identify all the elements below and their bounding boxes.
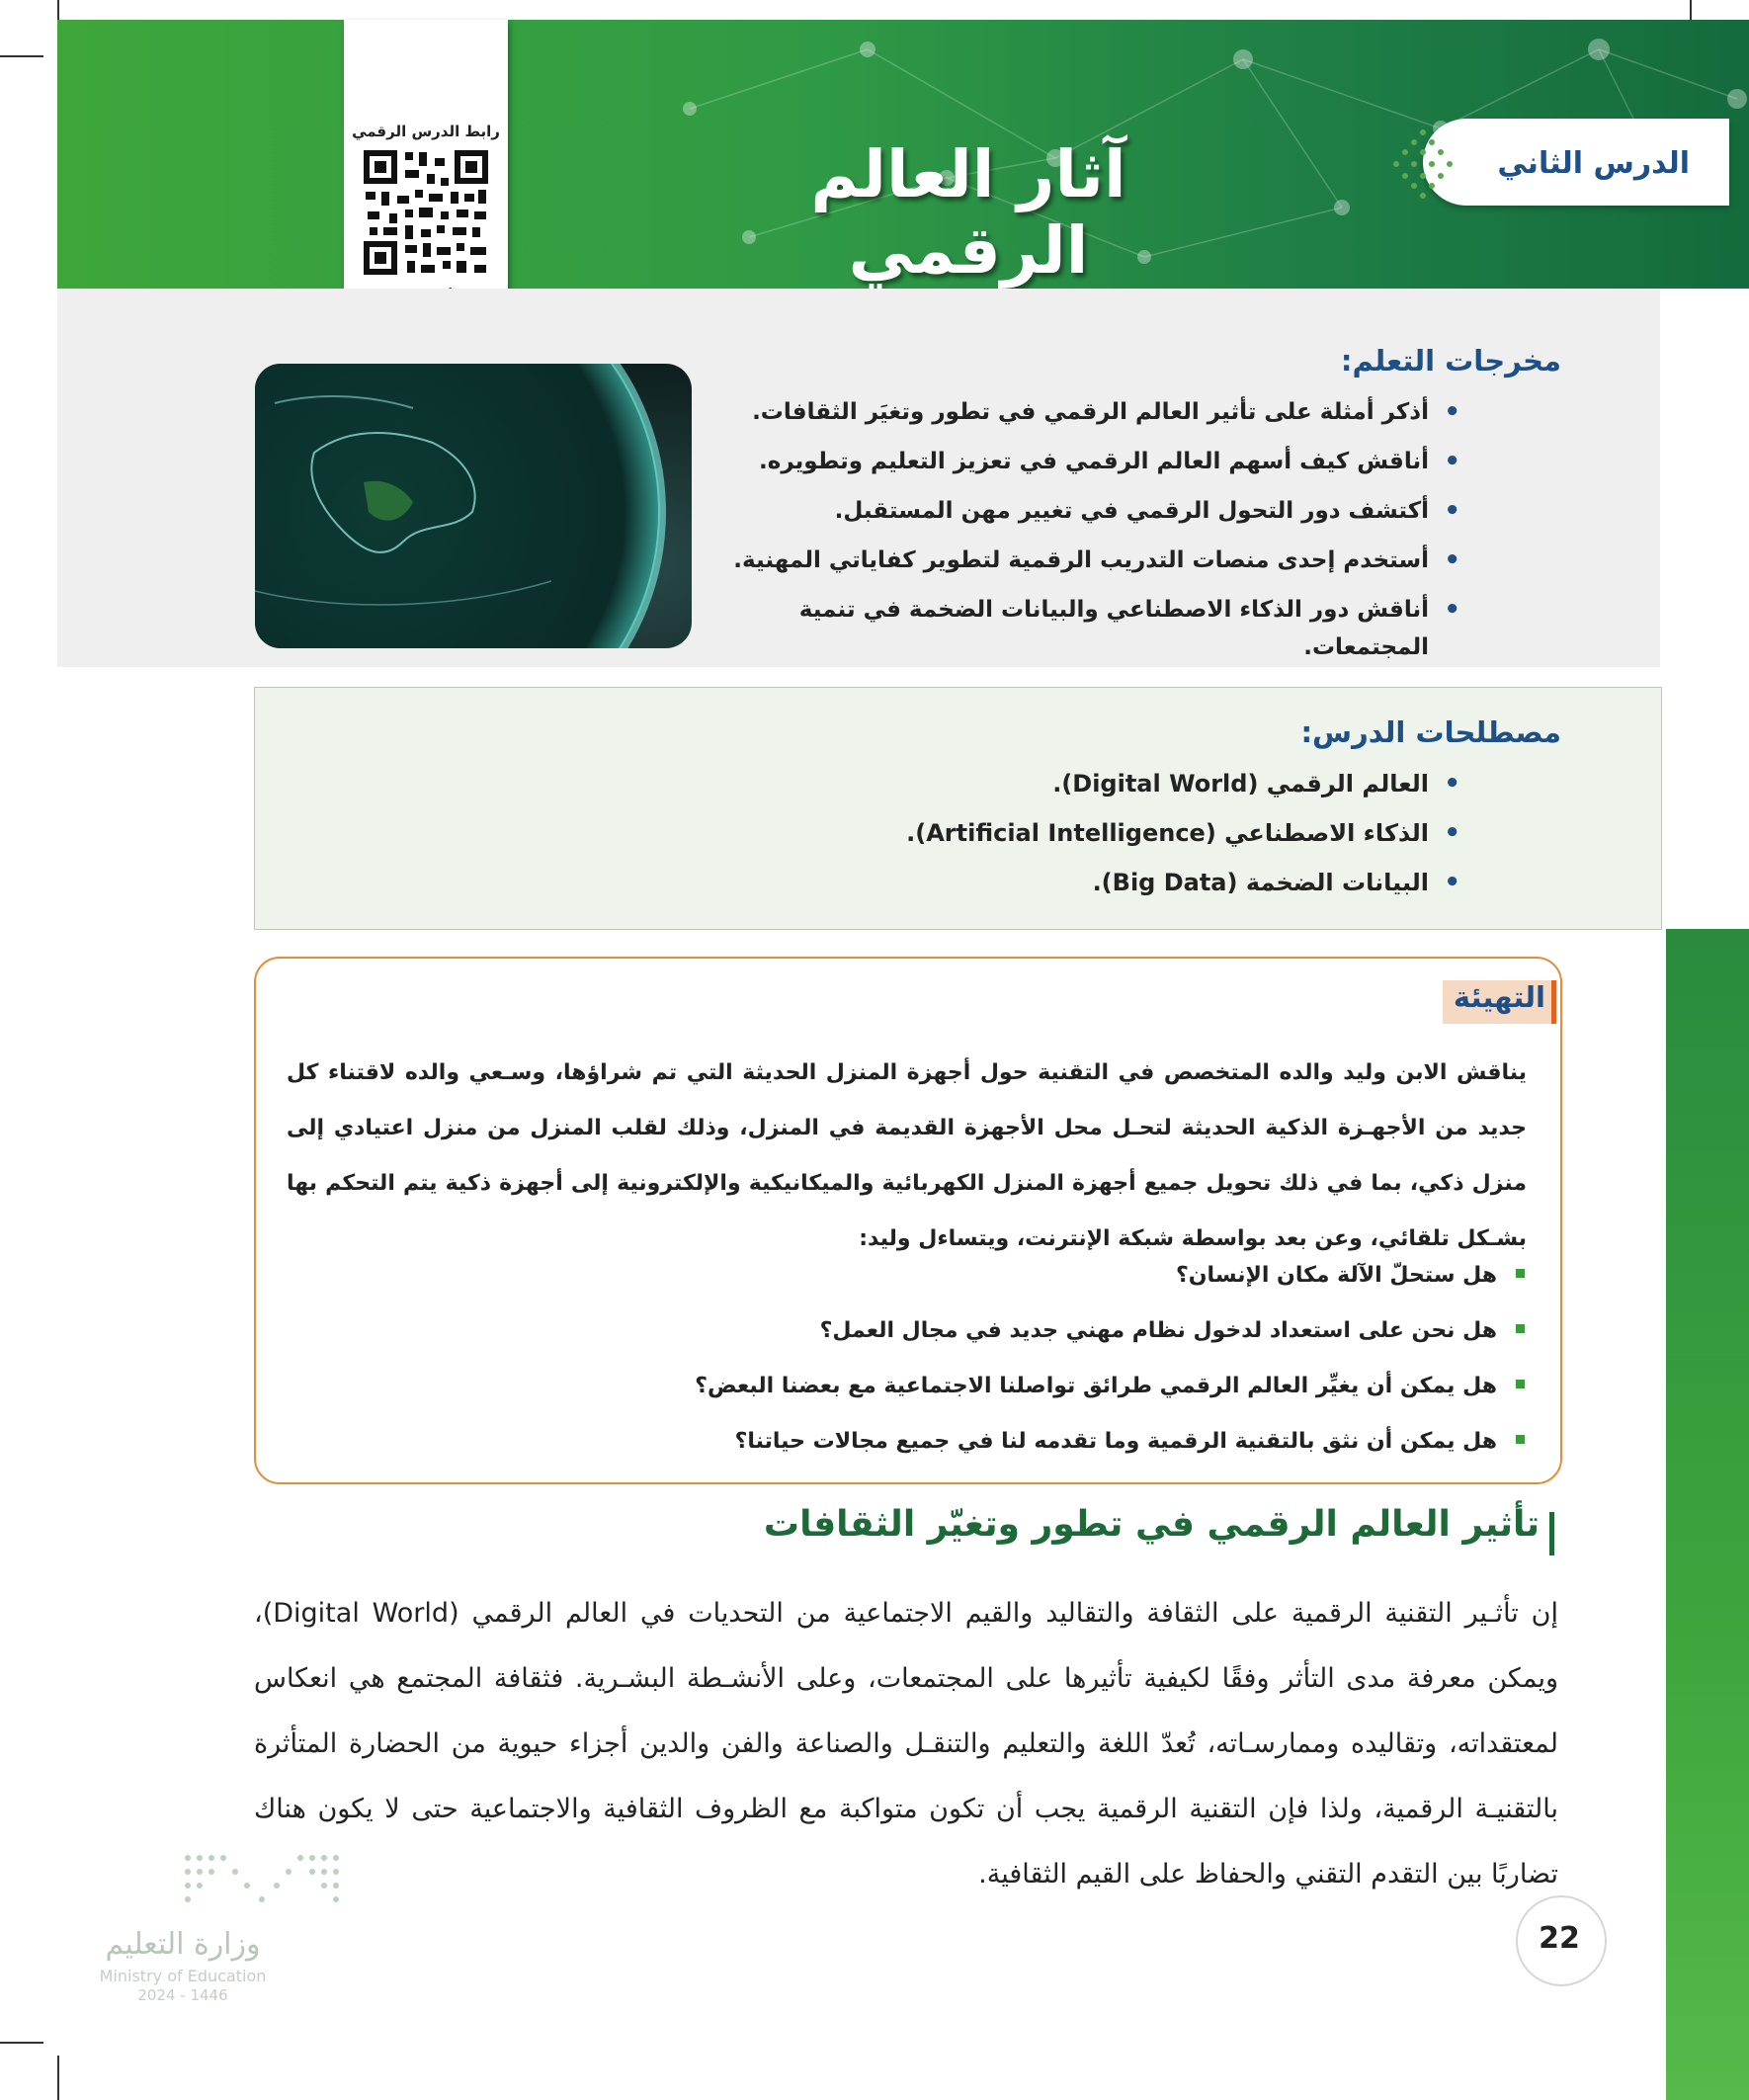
digital-globe-image — [255, 364, 692, 648]
list-item: هل يمكن أن نثق بالتقنية الرقمية وما تقدمه لنا في جميع مجالات حياتنا؟ — [692, 1425, 1527, 1480]
bullet-icon: • — [1444, 496, 1460, 526]
bullet-icon: • — [1444, 397, 1460, 427]
qr-code-icon[interactable] — [362, 148, 490, 277]
bullet-icon: • — [1444, 546, 1460, 575]
side-strip — [1666, 929, 1749, 2100]
section-marker-icon — [1549, 1512, 1557, 1555]
terms-list — [889, 765, 1462, 913]
list-item: • أناقش دور الذكاء الاصطناعي والبيانات الضخمة في تنمية المجتمعات. — [711, 591, 1462, 640]
crop-mark — [57, 2056, 59, 2100]
lesson-label: الدرس الثاني — [1497, 146, 1690, 181]
list-item: • أستخدم إحدى منصات التدريب الرقمية لتطوير كفاياتي المهنية. — [711, 542, 1462, 591]
outcomes-list — [711, 393, 1462, 660]
ministry-name-en: Ministry of Education — [99, 1967, 267, 1985]
crop-mark — [57, 0, 59, 20]
section-paragraph: إن تأثـير التقنية الرقمية على الثقافة والتقاليد والقيم الاجتماعية من التحديات في العالم الرقمي (Digital World)، ويمكن معرفة مدى التأثر وفقًا لكيفية تأثيرها على المجتمعات، وعلى الأنشـطة البشـرية. فثقافة المجتمع هي انعكاس لمعتقداته، وتقاليده وممارسـاته، تُعدّ اللغة والتعليم والتنقـل والصناعة والفن والدين أجزاء حيوية من الحضارة المتأثرة بالتقنيـة الرقمية، ولذا فإن التقنية الرقمية يجب أن تكون متواكبة مع الظروف الثقافية والاجتماعية حتى لا يكون هناك تضاربًا بين التقدم التقني والحفاظ على القيم الثقافية. — [254, 1598, 1558, 1890]
page-number: 22 — [1539, 1921, 1580, 1956]
square-bullet-icon — [1516, 1324, 1525, 1333]
warmup-paragraph: يناقش الابن وليد والده المتخصص في التقنية حول أجهزة المنزل الحديثة التي تم شراؤها، وسـعي والده لاقتناء كل جديد من الأجهـزة الذكية الحديثة لتحـل محل الأجهزة القديمة في المنزل، وذلك لقلب المنزل من منزل اعتيادي إلى منزل ذكي، بما في ذلك تحويل جميع أجهزة المنزل الكهربائية والميكانيكية والإلكترونية إلى أجهزة ذكية يتم التحكم بها بشـكل تلقائي، وعن بعد بواسطة شبكة الإنترنت، ويتساءل وليد: — [287, 1060, 1527, 1251]
warmup-title: التهيئة — [1453, 980, 1545, 1014]
bullet-icon: • — [1444, 447, 1460, 476]
bullet-icon: • — [1444, 818, 1460, 848]
list-item: • أناقش كيف أسهم العالم الرقمي في تعزيز التعليم وتطويره. — [711, 443, 1462, 492]
lesson-title: آثار العالم الرقمي — [810, 136, 1126, 289]
outcomes-title: مخرجات التعلم: — [1340, 344, 1561, 378]
ministry-name-ar: وزارة التعليم — [105, 1927, 261, 1962]
bullet-icon: • — [1444, 769, 1460, 798]
square-bullet-icon — [1516, 1435, 1525, 1444]
list-item: • الذكاء الاصطناعي (Artificial Intelligence). — [889, 814, 1462, 864]
ministry-logo-icon — [178, 1848, 356, 1917]
square-bullet-icon — [1516, 1269, 1525, 1278]
list-item: • العالم الرقمي (Digital World). — [889, 765, 1462, 814]
list-item: هل ستحلّ الآلة مكان الإنسان؟ — [692, 1259, 1527, 1314]
bullet-icon: • — [1444, 595, 1460, 625]
list-item: • أكتشف دور التحول الرقمي في تغيير مهن المستقبل. — [711, 492, 1462, 542]
warmup-questions — [692, 1259, 1527, 1480]
crop-mark — [0, 2042, 43, 2044]
diamond-dots-icon — [1388, 126, 1458, 202]
terms-title: مصطلحات الدرس: — [1300, 715, 1561, 749]
list-item: • أذكر أمثلة على تأثير العالم الرقمي في تطور وتغيَر الثقافات. — [711, 393, 1462, 443]
list-item: • البيانات الضخمة (Big Data). — [889, 864, 1462, 913]
qr-title: رابط الدرس الرقمي — [352, 123, 500, 140]
list-item: هل يمكن أن يغيِّر العالم الرقمي طرائق تواصلنا الاجتماعية مع بعضنا البعض؟ — [692, 1370, 1527, 1425]
ministry-year: 2024 - 1446 — [137, 1986, 228, 2004]
section-title: تأثير العالم الرقمي في تطور وتغيّر الثقافات — [763, 1504, 1540, 1545]
crop-mark — [1690, 0, 1692, 20]
bullet-icon: • — [1444, 868, 1460, 897]
square-bullet-icon — [1516, 1380, 1525, 1388]
list-item: هل نحن على استعداد لدخول نظام مهني جديد في مجال العمل؟ — [692, 1314, 1527, 1370]
crop-mark — [0, 55, 43, 57]
